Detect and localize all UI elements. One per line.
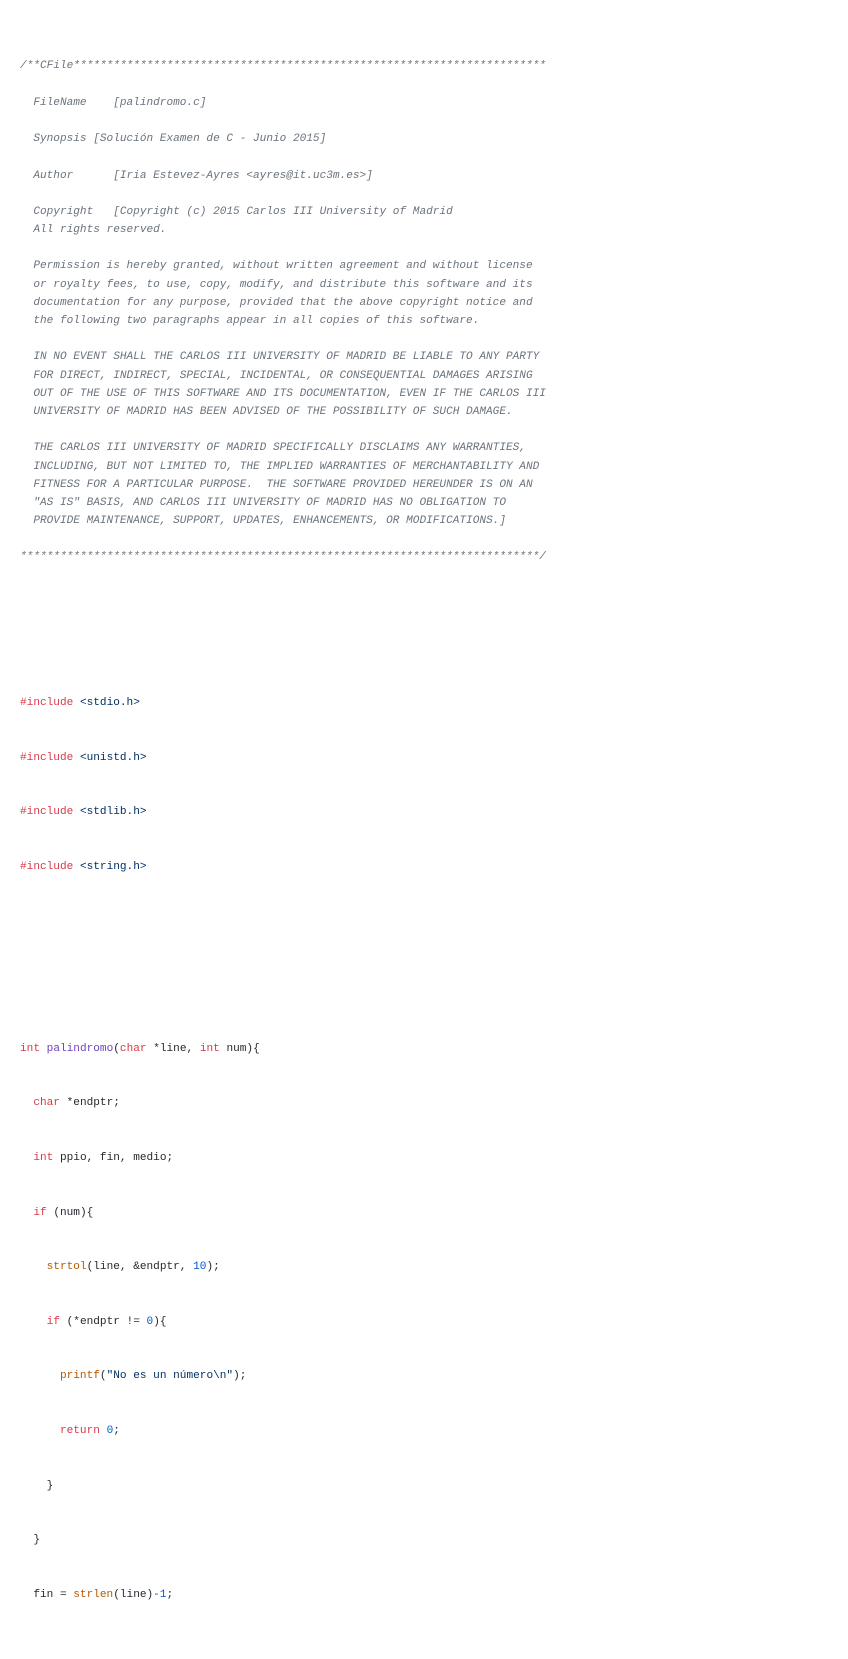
comment-line: PROVIDE MAINTENANCE, SUPPORT, UPDATES, ENHANCEMENTS, OR MODIFICATIONS.]	[20, 515, 506, 528]
code-line	[20, 1422, 546, 1440]
comment-line: "AS IS" BASIS, AND CARLOS III UNIVERSITY OF MADRID HAS NO OBLIGATION TO	[20, 496, 506, 509]
keyword: if	[33, 1206, 47, 1219]
code-line	[20, 1313, 546, 1331]
comment-line: THE CARLOS III UNIVERSITY OF MADRID SPECIFICALLY DISCLAIMS ANY WARRANTIES,	[20, 442, 526, 455]
comment-line	[20, 421, 546, 439]
include-directive: #include	[20, 697, 74, 710]
keyword: if	[46, 1315, 60, 1328]
comment-line: Synopsis [Solución Examen de C - Junio 2015]	[20, 133, 327, 146]
keyword: int	[33, 1152, 54, 1165]
comment-line	[20, 76, 546, 94]
number-literal: 10	[193, 1261, 207, 1274]
blank-line	[20, 603, 546, 621]
keyword: int	[20, 1042, 40, 1055]
indent	[20, 1316, 47, 1328]
keyword: char	[33, 1097, 60, 1110]
comment-line: IN NO EVENT SHALL THE CARLOS III UNIVERSITY OF MADRID BE LIABLE TO ANY PARTY	[20, 351, 540, 364]
comment-line: FOR DIRECT, INDIRECT, SPECIAL, INCIDENTAL, OR CONSEQUENTIAL DAMAGES ARISING	[20, 369, 533, 382]
include-line	[20, 694, 546, 712]
comment-line: Copyright [Copyright (c) 2015 Carlos III University of Madrid	[20, 205, 453, 218]
keyword: char	[119, 1042, 147, 1055]
comment-line: OUT OF THE USE OF THIS SOFTWARE AND ITS DOCUMENTATION, EVEN IF THE CARLOS III	[20, 387, 546, 400]
code-line	[20, 1531, 546, 1549]
comment-line: Permission is hereby granted, without written agreement and without license	[20, 260, 533, 273]
code-text: *endptr;	[59, 1097, 120, 1110]
indent	[20, 1261, 47, 1273]
code-text: }	[20, 1534, 40, 1547]
code-line	[20, 1367, 546, 1385]
code-text: (*endptr !=	[59, 1315, 147, 1328]
include-directive: #include	[20, 860, 74, 873]
code-text: );	[206, 1261, 220, 1274]
include-line	[20, 803, 546, 821]
comment-line: /**CFile***********************************************************************	[20, 60, 546, 73]
comment-line: FITNESS FOR A PARTICULAR PURPOSE. THE SOFTWARE PROVIDED HEREUNDER IS ON AN	[20, 478, 533, 491]
code-text: ppio, fin, medio;	[53, 1152, 174, 1165]
include-directive: #include	[20, 806, 74, 819]
include-line	[20, 749, 546, 767]
include-header: <stdio.h>	[79, 697, 140, 710]
comment-line	[20, 330, 546, 348]
blank-line	[20, 949, 546, 967]
code-text: ;	[166, 1588, 174, 1601]
comment-line: ******************************************************************************/	[20, 551, 546, 564]
include-header: <unistd.h>	[79, 751, 147, 764]
code-text: (line)	[113, 1588, 154, 1601]
comment-line: All rights reserved.	[20, 224, 167, 237]
code-text: (num){	[46, 1206, 94, 1219]
function-name: palindromo	[46, 1042, 114, 1055]
includes-block	[20, 658, 546, 913]
indent	[20, 1370, 60, 1382]
function-call: strlen	[73, 1588, 114, 1601]
code-text: }	[20, 1479, 54, 1492]
keyword: int	[199, 1042, 220, 1055]
indent	[20, 1425, 60, 1437]
code-line	[20, 1094, 546, 1112]
keyword: return	[59, 1425, 100, 1437]
comment-line	[20, 148, 546, 166]
include-header: <stdlib.h>	[79, 806, 147, 819]
code-text: num){	[219, 1042, 260, 1055]
code-line	[20, 1204, 546, 1222]
indent	[20, 1152, 33, 1164]
comment-line: UNIVERSITY OF MADRID HAS BEEN ADVISED OF THE POSSIBILITY OF SUCH DAMAGE.	[20, 405, 513, 418]
number-literal: 0	[146, 1315, 154, 1328]
indent	[20, 1207, 33, 1219]
code-view	[20, 21, 546, 1659]
comment-line	[20, 112, 546, 130]
code-text: *line,	[146, 1042, 200, 1055]
code-text: );	[233, 1370, 247, 1383]
code-text: (	[113, 1042, 120, 1055]
comment-line	[20, 185, 546, 203]
comment-line: the following two paragraphs appear in all copies of this software.	[20, 315, 480, 328]
code-text: (	[99, 1370, 107, 1383]
include-directive: #include	[20, 751, 74, 764]
header-comment-block	[20, 57, 546, 566]
code-line	[20, 1149, 546, 1167]
code-line	[20, 1477, 546, 1495]
number-literal: -1	[153, 1588, 167, 1601]
comment-line: documentation for any purpose, provided that the above copyright notice and	[20, 296, 533, 309]
comment-line: FileName [palindromo.c]	[20, 96, 207, 109]
code-text	[100, 1425, 107, 1437]
code-line	[20, 1040, 546, 1058]
number-literal: 0	[106, 1425, 114, 1437]
function-palindromo	[20, 1003, 546, 1640]
comment-line: INCLUDING, BUT NOT LIMITED TO, THE IMPLIED WARRANTIES OF MERCHANTABILITY AND	[20, 460, 540, 473]
code-text: fin =	[20, 1588, 74, 1601]
code-text: (line, &endptr,	[86, 1261, 194, 1274]
comment-line	[20, 239, 546, 257]
indent	[20, 1097, 33, 1109]
string-literal: "No es un número\n"	[106, 1370, 234, 1383]
code-text: ;	[113, 1425, 120, 1437]
code-text: ){	[153, 1315, 167, 1328]
include-header: <string.h>	[79, 860, 147, 873]
function-call: strtol	[46, 1261, 87, 1274]
code-line	[20, 1258, 546, 1276]
comment-line	[20, 530, 546, 548]
include-line	[20, 858, 546, 876]
comment-line: or royalty fees, to use, copy, modify, and distribute this software and its	[20, 278, 533, 291]
comment-line: Author [Iria Estevez-Ayres <ayres@it.uc3m.es>]	[20, 169, 373, 182]
function-call: printf	[59, 1370, 100, 1383]
code-line	[20, 1586, 546, 1604]
